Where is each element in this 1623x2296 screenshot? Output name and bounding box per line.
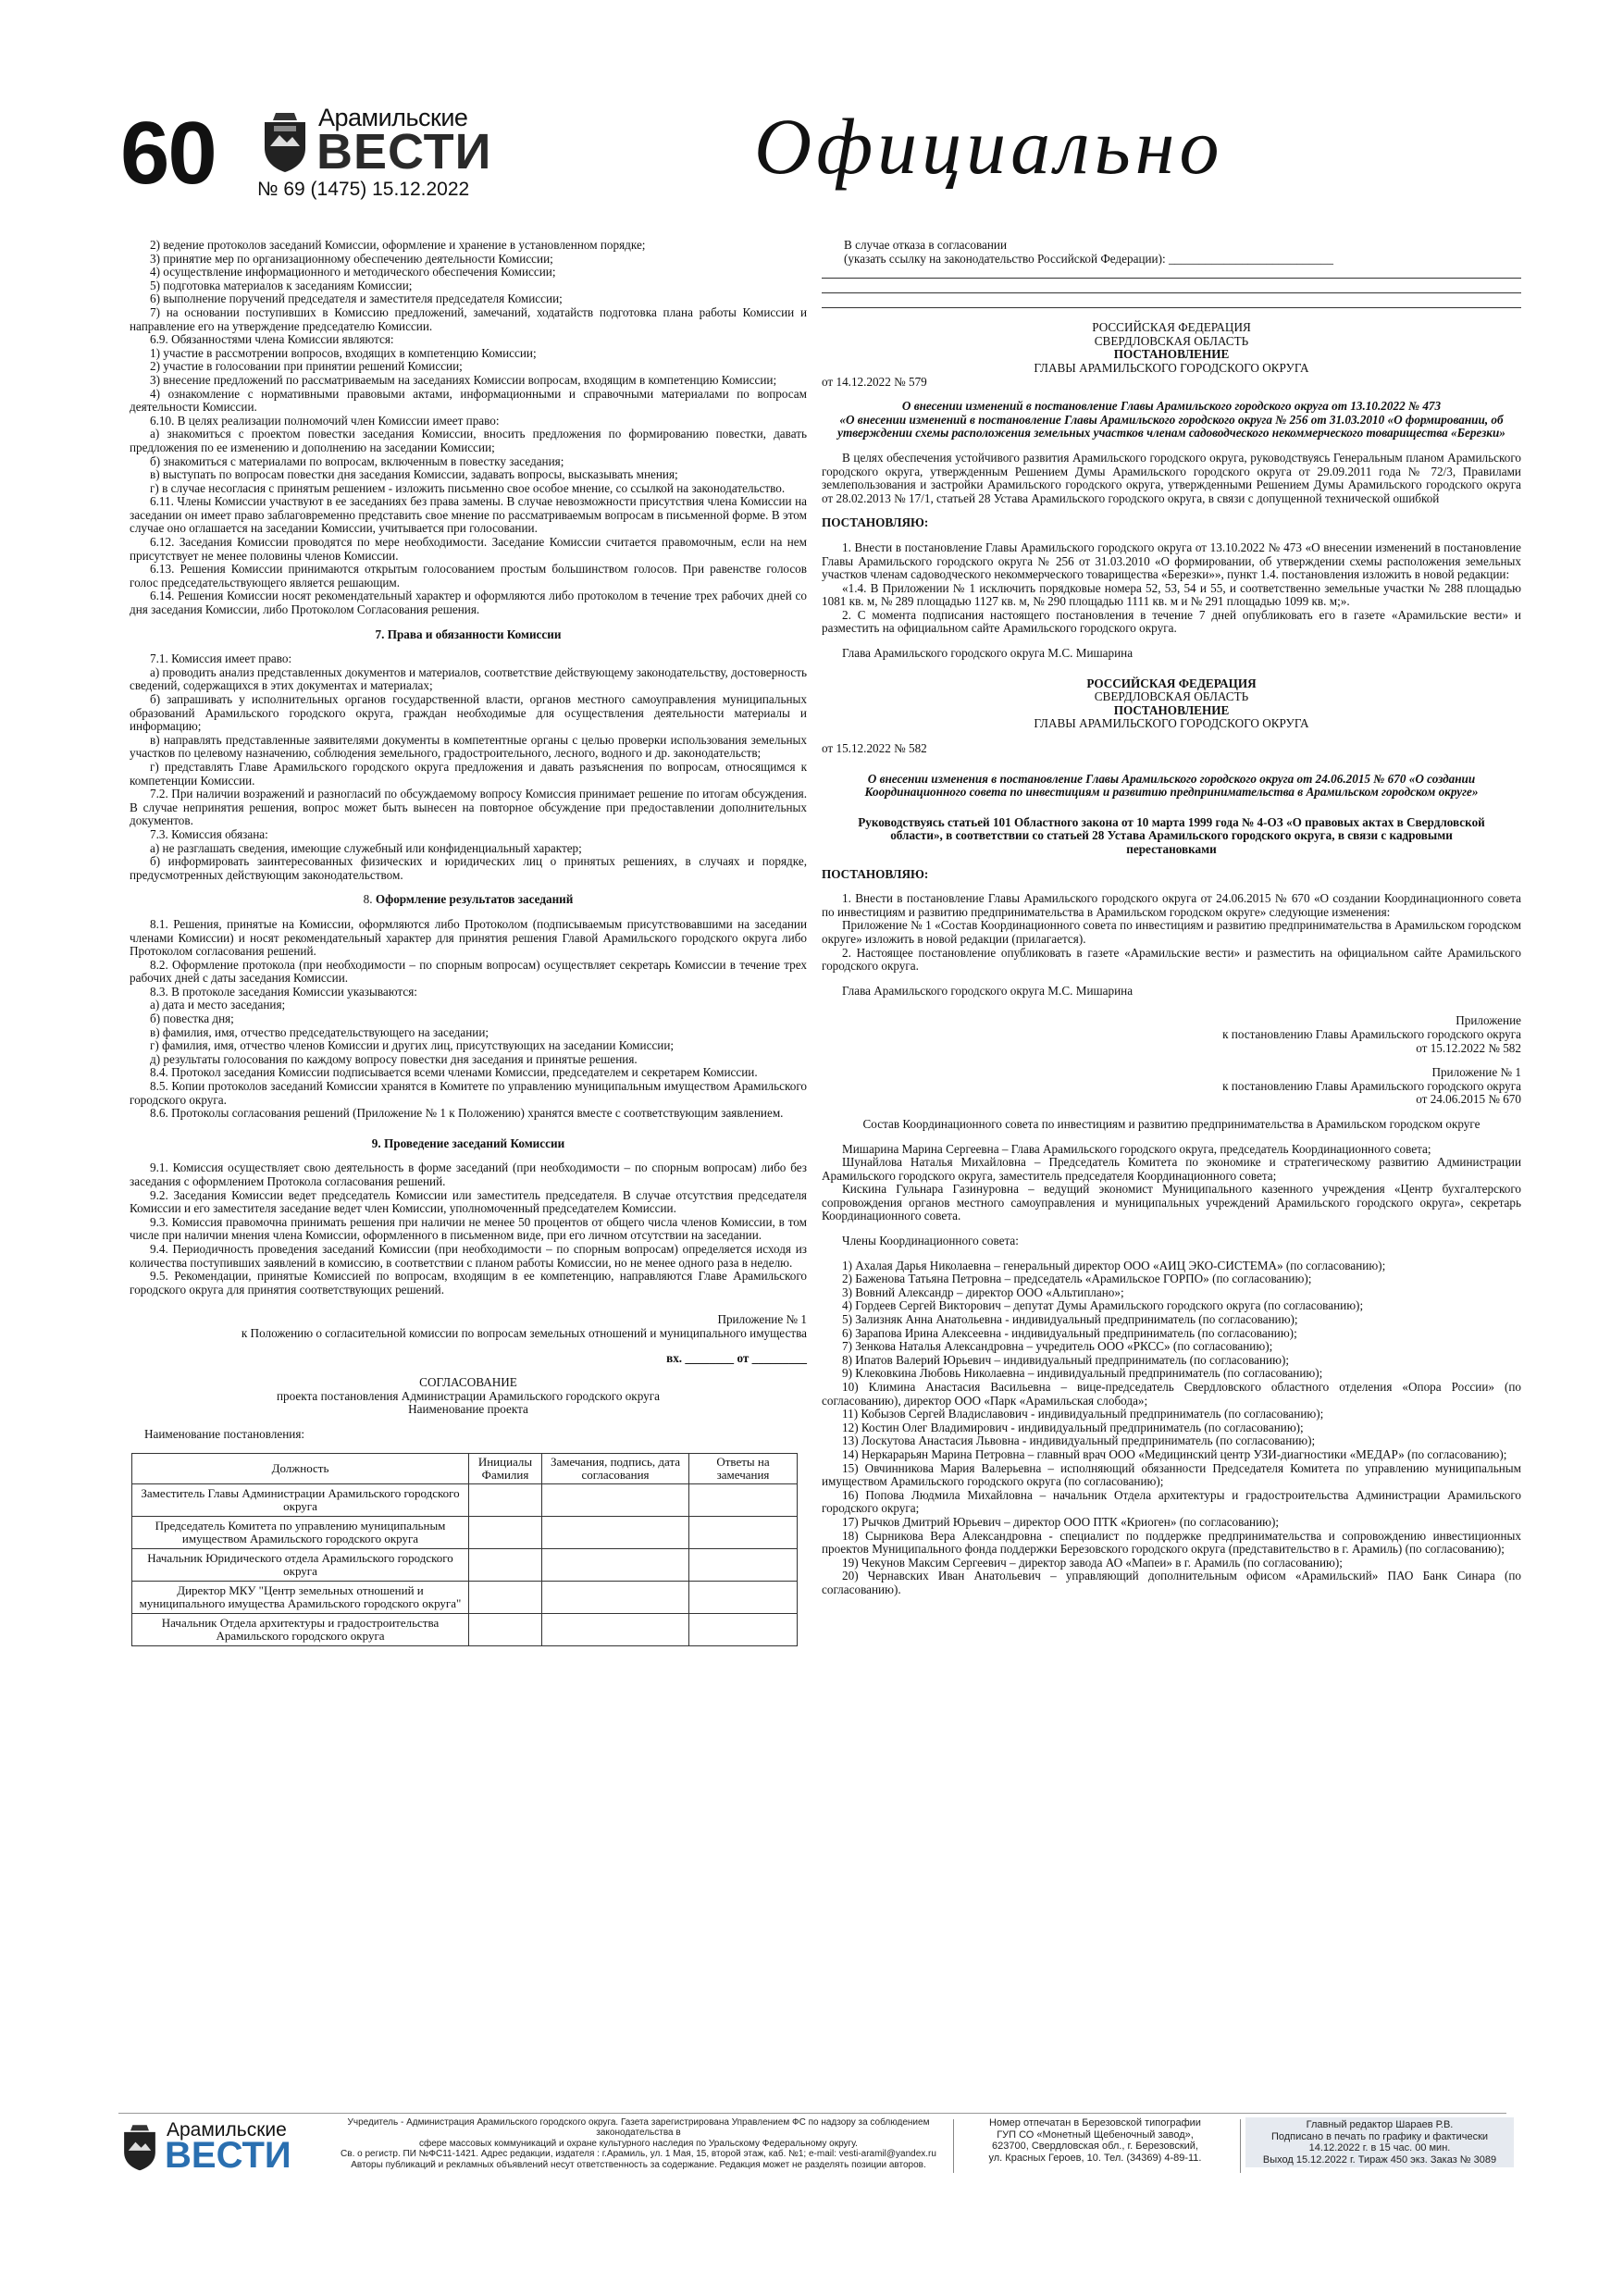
council-leadership [822,1143,1521,1224]
paragraph: 8.5. Копии протоколов заседаний Комиссии хранятся в Комитете по управлению муниципальным имуществом Арамильского городского округа. [130,1079,807,1107]
preamble: Руководствуясь статьей 101 Областного закона от 10 марта 1999 года № 4-ОЗ «О правовых актах в Свердловской области», в соответствии со статьей 28 Устава Арамильского городского округа, в связи с кадровыми перестановками [858,814,1485,856]
paragraph: 6) выполнение поручений председателя и заместителя председателя Комиссии; [150,292,563,306]
paragraph: б) запрашивать у исполнительных органов государственной власти, органов местного самоуправления муниципальных образований Арамильского городского округа, граждан необходимые для осуществления деятельности материалы и информацию; [130,692,807,734]
country-heading: РОССИЙСКАЯ ФЕДЕРАЦИЯ [1086,676,1257,690]
list-item: 13) Лоскутова Анастасия Львовна - индивидуальный предприниматель (по согласованию); [842,1433,1316,1448]
signature: Глава Арамильского городского округа М.С. Мишарина [842,983,1134,998]
list-item: 15) Овчинникова Мария Валерьевна – исполняющий обязанности Председателя Комитета по управлению муниципальным имуществом Арамильского городского округа (по согласованию); [822,1460,1521,1489]
appendix-target: к постановлению Главы Арамильского городского округа [1222,1078,1521,1093]
coat-of-arms-icon [118,2121,161,2173]
paragraph: 2) ведение протоколов заседаний Комиссии, оформление и хранение в установленном порядке; [150,238,646,252]
council-lead-item: Кискина Гульнара Газинуровна – ведущий экономист Муниципального казенного учреждения «Центр бухгалтерского сопровождения органов местного самоуправления и муниципальных учреждений Арамильского городского округа», секретарь Координационного совета. [822,1182,1521,1223]
paragraph: 8.6. Протоколы согласования решений (Приложение № 1 к Положению) хранятся вместе с соответствующим заявлением. [150,1106,784,1121]
clause: «1.4. В Приложении № 1 исключить порядковые номера 52, 53, 54 и 55, и соответственно земельные участки № 288 площадью 1081 кв. м, № 289 площадью 1127 кв. м, № 290 площадью 1111 кв. м и № 291 площадью 1099 кв. м;». [822,580,1521,609]
paragraph: 9.1. Комиссия осуществляет свою деятельность в форме заседаний (при необходимости – по спорным вопросам) либо без заседания с оформлением Протокола согласования решений. [130,1160,807,1188]
blank-line [822,280,1521,293]
paragraph: 5) подготовка материалов к заседаниям Комиссии; [150,278,413,292]
table-row: Заместитель Главы Администрации Арамильского городского округа [132,1484,798,1517]
paragraph: 8.3. В протоколе заседания Комиссии указываются: [150,984,417,999]
table-row: Директор МКУ "Центр земельных отношений и муниципального имущества Арамильского городского округа" [132,1582,798,1614]
paragraph: 9.3. Комиссия правомочна принимать решения при наличии не менее 50 процентов от общего числа членов Комиссии, в том числе при наличии мнения члена Комиссии, оформленного в письменном виде, при его личном отсутствии на заседании. [130,1214,807,1243]
list-item: 1) Ахалая Дарья Николаевна – генеральный директор ООО «АИЦ ЭКО-СИСТЕМА» (по согласованию); [842,1258,1386,1272]
paragraph: в) направлять представленные заявителями документы в компетентные органы с целью проверки использования земельных участков по целевому назначению, соблюдения земельного, градостроительного, лесного, водного и др. законодательств; [130,732,807,761]
paragraph: 8.2. Оформление протокола (при необходимости – по спорным вопросам) осуществляет секретарь Комиссии в течение трех рабочих дней с даты заседания Комиссии. [130,957,807,986]
printing-info: Номер отпечатан в Березовской типографии ГУП СО «Монетный Щебеночный завод», 623700, Свердловская обл., г. Березовский, ул. Красных Героев, 10. Тел. (34369) 4-89-11. [988,2117,1202,2164]
clause: 2. С момента подписания настоящего постановления в течение 7 дней опубликовать его в газете «Арамильские вести» и разместить на официальном сайте Арамильского городского округа. [822,607,1521,636]
paragraph: 2) участие в голосовании при принятии решений Комиссии; [150,359,463,374]
paragraph: 6.9. Обязанностями члена Комиссии являются: [150,332,394,347]
paragraph: а) проводить анализ представленных документов и материалов, соответствие действующему законодательству, достоверность сведений, содержащихся в этих документах и материалах; [130,664,807,693]
appendix-date: от 24.06.2015 № 670 [1416,1092,1521,1107]
appendix-label: Приложение [1456,1013,1521,1028]
list-item: 11) Кобызов Сергей Владиславович - индивидуальный предприниматель (по согласованию); [842,1407,1324,1421]
list-item: 6) Зарапова Ирина Алексеевна - индивидуальный предприниматель (по согласованию); [842,1325,1297,1340]
list-item: 9) Клековкина Любовь Николаевна – индивидуальный предприниматель (по согласованию); [842,1366,1323,1381]
paragraph: 6.11. Члены Комиссии участвуют в ее заседаниях без права замены. В случае невозможности присутствия члена Комиссии на заседании он имеет право заблаговременно представить свое мнение по рассматриваемым вопросам в письменной форме. В этом случае оно оглашается на заседании Комиссии, учитывается при голосовании. [130,494,807,536]
preamble: В целях обеспечения устойчивого развития Арамильского городского округа, руководствуясь Генеральным планом Арамильского городского округа, утвержденным Решением Думы Арамильского городского округа от 29.09.2011 года № 72/3, Правилами землепользования и застройки Арамильского городского округа, утвержденными Решением Думы Арамильского городского округа от 28.02.2013 № 17/1, статьей 28 Устава Арамильского городского округа, в связи с допущенной технической ошибкой [822,450,1521,505]
list-item: 20) Чернавских Иван Анатольевич – управляющий дополнительным офисом «Арамильский» ПАО Банк Синара (по согласованию). [822,1569,1521,1596]
table-row: Начальник Юридического отдела Арамильского городского округа [132,1549,798,1582]
approval-table [131,1453,798,1647]
paragraph: 3) внесение предложений по рассматриваемым на заседаниях Комиссии вопросам, входящим в компетенцию Комиссии; [150,372,777,387]
heading-section-8: 8. Оформление результатов заседаний [363,892,574,907]
decree-title: О внесении изменения в постановление Главы Арамильского городского округа от 24.06.2015 № 670 «О создании Координационного совета по инвестициям и развитию предпринимательства в Арамильском городском округе» [864,771,1479,800]
blank-line [822,266,1521,279]
table-header: Инициалы Фамилия [469,1453,542,1484]
decree-date: от 15.12.2022 № 582 [822,741,927,756]
resolve-heading: ПОСТАНОВЛЯЮ: [822,515,929,530]
paragraph: а) не разглашать сведения, имеющие служебный или конфиденциальный характер; [150,840,582,855]
heading-section-9: 9. Проведение заседаний Комиссии [371,1136,565,1150]
council-lead-item: Шунайлова Наталья Михайловна – Председатель Комитета по экономике и стратегическому развитию Администрации Арамильского городского округа, заместитель председателя Координационного совета; [822,1155,1521,1183]
paragraph: 7) на основании поступивших в Комиссию предложений, замечаний, ходатайств подготовка плана работы Комиссии и направление его на утверждение председателю Комиссии. [130,304,807,333]
list-item: 17) Рычков Дмитрий Юрьевич – директор ООО ПТК «Криоген» (по согласованию); [842,1514,1280,1529]
founder-info: Учредитель - Администрация Арамильского городского округа. Газета зарегистрирована Управлением ФС по надзору за соблюдением законодательства в сфере массовых коммуникаций и охране культурного наследия по Уральскому Федеральному округу. Св. о регистр. ПИ №ФС11-1421. Адрес редакции, издателя : г.Арамиль, ул. 1 Мая, 15, второй этаж, каб. №1; e-mail: vesti-aramil@yandex.ru Авторы публикаций и рекламных объявлений несут ответственность за содержание. Редакция может не разделять позиции авторов. [341,2117,936,2170]
paragraph: 9.2. Заседания Комиссии ведет председатель Комиссии или заместитель председателя. В случае отсутствия председателя Комиссии и его заместителя заседание ведет член Комиссии, уполномоченный председателем Комиссии. [130,1187,807,1216]
decree-date: от 14.12.2022 № 579 [822,374,927,389]
page-number: 60 [120,104,216,203]
paragraph-group-7 [130,652,807,882]
list-item: 4) Гордеев Сергей Викторович – депутат Думы Арамильского городского округа (по согласованию); [842,1298,1364,1313]
logo-bottom-text: ВЕСТИ [316,124,492,180]
paragraph: а) дата и место заседания; [150,998,286,1012]
left-column [130,239,807,1646]
paragraph: 7.3. Комиссия обязана: [150,826,268,841]
paragraph: 6.12. Заседания Комиссии проводятся по мере необходимости. Заседание Комиссии считается правомочным, если на нем присутствует не менее половины членов Комиссии. [130,535,807,563]
section-title: Официально [754,102,1224,191]
right-column [822,239,1521,1597]
paragraph: 4) осуществление информационного и методического обеспечения Комиссии; [150,265,556,279]
list-item: 5) Зализняк Анна Анатольевна - индивидуальный предприниматель (по согласованию); [842,1312,1298,1327]
paragraph: г) фамилия, имя, отчество членов Комиссии и других лиц, присутствующих на заседании Комиссии; [150,1038,675,1053]
footer-logo-top: Арамильские [167,2119,287,2141]
paragraph-group-6 [130,239,807,617]
footer-logo-bottom: ВЕСТИ [165,2135,291,2176]
list-item: 14) Неркарарьян Марина Петровна – главный врач ООО «Медицинский центр УЗИ-диагностики «МЕДАР» (по согласованию); [842,1446,1507,1461]
incoming-number: вх. ________ от _________ [666,1350,807,1365]
heading-section-7: 7. Права и обязанности Комиссии [375,627,562,641]
paragraph: в) фамилия, имя, отчество председательствующего на заседании; [150,1024,489,1039]
footer-divider [1240,2119,1241,2173]
region-heading: СВЕРДЛОВСКАЯ ОБЛАСТЬ [1094,333,1249,348]
clause: 2. Настоящее постановление опубликовать в газете «Арамильские вести» и разместить на официальном сайте Арамильского городского округа. [822,945,1521,974]
paragraph: б) знакомиться с материалами по вопросам, включенным в повестку заседания; [150,453,564,468]
paragraph-group-9 [130,1161,807,1297]
list-item: 18) Сырникова Вера Александровна - специалист по поддержке предпринимательства и сопровождению инвестиционных проектов Муниципального фонда поддержки Березовского городского округа (представительство в г. Арамиль) (по согласованию); [822,1528,1521,1557]
appendix-label: Приложение № 1 [717,1312,807,1327]
paragraph: д) результаты голосования по каждому вопросу повестки дня заседания и принятые решения. [150,1051,638,1066]
list-item: 2) Баженова Татьяна Петровна – председатель «Арамильское ГОРПО» (по согласованию); [842,1272,1312,1286]
clause: 1. Внести в постановление Главы Арамильского городского округа от 13.10.2022 № 473 «О внесении изменений в постановление Главы Арамильского городского округа № 256 от 31.03.2010 «О формировании, об утверждении схемы расположения земельных участков членам садоводческого некоммерческого товарищества «Березки»», пункт 1.4. постановления изложить в новой редакции: [822,540,1521,582]
paragraph: а) знакомиться с проектом повестки заседания Комиссии, вносить предложения по формированию повестки, давать предложения по ее изменению и дополнению на заседании Комиссии; [130,427,807,454]
paragraph: 6.14. Решения Комиссии носят рекомендательный характер и оформляются либо протоколом в течение трех рабочих дней со дня заседания Комиссии, либо Протоколом Согласования решения. [130,589,807,617]
resolve-heading: ПОСТАНОВЛЯЮ: [822,866,929,881]
list-item: 8) Ипатов Валерий Юрьевич – индивидуальный предприниматель (по согласованию); [842,1352,1290,1367]
paragraph: 9.4. Периодичность проведения заседаний Комиссии (при необходимости – по спорным вопросам) определяется исходя из количества поступивших заявлений в комиссию, в соответствии с планом работы Комиссии, но не менее одного раза в неделю. [130,1241,807,1270]
paragraph: 7.2. При наличии возражений и разногласий по обсуждаемому вопросу Комиссия принимает решение по итогам обсуждения. В случае непринятия решения, вопрос может быть вынесен на повторное обсуждение при предоставлении дополнительных документов. [130,787,807,828]
paragraph: г) в случае несогласия с принятым решением - изложить письменно свое особое мнение, со ссылкой на законодательство. [150,480,786,495]
paragraph: 8.4. Протокол заседания Комиссии подписывается всеми членами Комиссии, председателем и секретарем Комиссии. [150,1065,758,1080]
paragraph: 3) принятие мер по организационному обеспечению деятельности Комиссии; [150,251,553,266]
appendix-date: от 15.12.2022 № 582 [1416,1040,1521,1055]
blank-line [822,295,1521,308]
appendix-target: к Положению о согласительной комиссии по вопросам земельных отношений и муниципального имущества [241,1325,807,1340]
refusal-note: В случае отказа в согласовании [844,238,1008,252]
paragraph: г) представлять Главе Арамильского городского округа предложения и давать разъяснения по вопросам, относящимся к компетенции Комиссии. [130,759,807,788]
appendix-target: к постановлению Главы Арамильского городского округа [1222,1026,1521,1041]
footer-divider [953,2119,954,2173]
list-item: 10) Климина Анастасия Васильевна – вице-председатель Свердловского областного отделения «Опора России» (по согласованию), директор ООО «Парк «Арамильская слобода»; [822,1380,1521,1408]
table-header: Должность [132,1453,469,1484]
coat-of-arms-icon [257,109,313,174]
members-list [822,1260,1521,1597]
paragraph: 9.5. Рекомендации, принятые Комиссией по вопросам, входящим в ее компетенцию, направляются Главе Арамильского городского округа для принятия соответствующих решений. [130,1269,807,1297]
approval-title: СОГЛАСОВАНИЕ [419,1375,517,1390]
paragraph: б) информировать заинтересованных физических и юридических лиц о принятых решениях, в случаях и порядке, предусмотренных действующим законодательством. [130,854,807,882]
list-item: 3) Вовний Александр – директор ООО «Альтиплано»; [842,1285,1124,1299]
paragraph: 6.10. В целях реализации полномочий член Комиссии имеет право: [150,413,500,428]
paragraph: 7.1. Комиссия имеет право: [150,652,292,666]
table-row: Председатель Комитета по управлению муниципальным имуществом Арамильского городского округа [132,1517,798,1549]
paragraph: 6.13. Решения Комиссии принимаются открытым голосованием простым большинством голосов. При равенстве голосов голос председательствующего является решающим. [130,562,807,590]
decree-name-label: Наименование постановления: [144,1426,305,1441]
region-heading: СВЕРДЛОВСКАЯ ОБЛАСТЬ [1094,689,1249,704]
approval-subtitle: проекта постановления Администрации Арамильского городского округа [277,1388,660,1403]
paragraph: в) выступать по вопросам повестки дня заседания Комиссии, задавать вопросы, высказывать мнения; [150,467,678,482]
members-title: Члены Координационного совета: [842,1234,1019,1248]
authority-heading: ГЛАВЫ АРАМИЛЬСКОГО ГОРОДСКОГО ОКРУГА [1034,716,1309,731]
paragraph-group-8 [130,918,807,1121]
paragraph: 1) участие в рассмотрении вопросов, входящих в компетенцию Комиссии; [150,345,537,360]
refusal-reference: (указать ссылку на законодательство Российской Федерации): ___________________________ [844,251,1333,266]
editor-info: Главный редактор Шараев Р.В. Подписано в печать по графику и фактически 14.12.2022 г. в 15 час. 00 мин. Выход 15.12.2022 г. Тираж 450 экз. Заказ № 3089 [1245,2117,1514,2167]
decree-heading: ПОСТАНОВЛЕНИЕ [1113,702,1230,717]
issue-info: № 69 (1475) 15.12.2022 [257,179,470,200]
table-row: Начальник Отдела архитектуры и градостроительства Арамильского городского округа [132,1614,798,1646]
decree-heading: ПОСТАНОВЛЕНИЕ [1113,347,1230,362]
council-composition-title: Состав Координационного совета по инвестициям и развитию предпринимательства в Арамильском городском округе [862,1116,1481,1131]
list-item: 7) Зенкова Наталья Александровна – учредитель ООО «РКСС» (по согласованию); [842,1339,1273,1354]
footer-logo [118,2117,322,2175]
list-item: 12) Костин Олег Владимирович - индивидуальный предприниматель (по согласованию); [842,1420,1304,1434]
list-item: 16) Попова Людмила Михайловна – начальник Отдела архитектуры и градостроительства Администрации Арамильского городского округа; [822,1487,1521,1516]
project-name-label: Наименование проекта [408,1402,528,1417]
paragraph: 4) ознакомление с нормативными правовыми актами, информационными и справочными материалами по вопросам деятельности Комиссии. [130,386,807,415]
paragraph: б) повестка дня; [150,1011,234,1026]
decree-title: О внесении изменений в постановление Главы Арамильского городского округа от 13.10.2022 № 473 [901,399,1442,414]
logo-top-text: Арамильские [318,104,468,131]
list-item: 19) Чекунов Максим Сергеевич – директор завода АО «Мапеи» в г. Арамиль (по согласованию); [842,1555,1343,1570]
signature: Глава Арамильского городского округа М.С. Мишарина [842,646,1134,661]
clause: 1. Внести в постановление Главы Арамильского городского округа от 24.06.2015 № 670 «О создании Координационного совета по инвестициям и развитию предпринимательства в Арамильском городском округе» следующие изменения: [822,891,1521,919]
authority-heading: ГЛАВЫ АРАМИЛЬСКОГО ГОРОДСКОГО ОКРУГА [1034,360,1309,375]
country-heading: РОССИЙСКАЯ ФЕДЕРАЦИЯ [1092,320,1251,335]
table-header: Замечания, подпись, дата согласования [542,1453,689,1484]
council-lead-item: Мишарина Марина Сергеевна – Глава Арамильского городского округа, председатель Координационного совета; [842,1141,1431,1156]
paragraph: 8.1. Решения, принятые на Комиссии, оформляются либо Протоколом (подписываемым присутствовавшими на заседании членами Комиссии) и носят рекомендательный характер для принятия решения Главой Арамильского городского округа либо Протоколом согласования решений. [130,916,807,959]
table-header: Ответы на замечания [689,1453,798,1484]
clause: Приложение № 1 «Состав Координационного совета по инвестициям и развитию предпринимательства в Арамильском городском округе» изложить в новой редакции (прилагается). [822,918,1521,946]
appendix-label: Приложение № 1 [1431,1065,1521,1080]
decree-title-cont: «О внесении изменений в постановление Главы Арамильского городского округа № 256 от 31.03.2010 «О формировании, об утверждении схемы расположения земельных участков членам садоводческого некоммерческого товарищества «Березки» [837,412,1505,441]
